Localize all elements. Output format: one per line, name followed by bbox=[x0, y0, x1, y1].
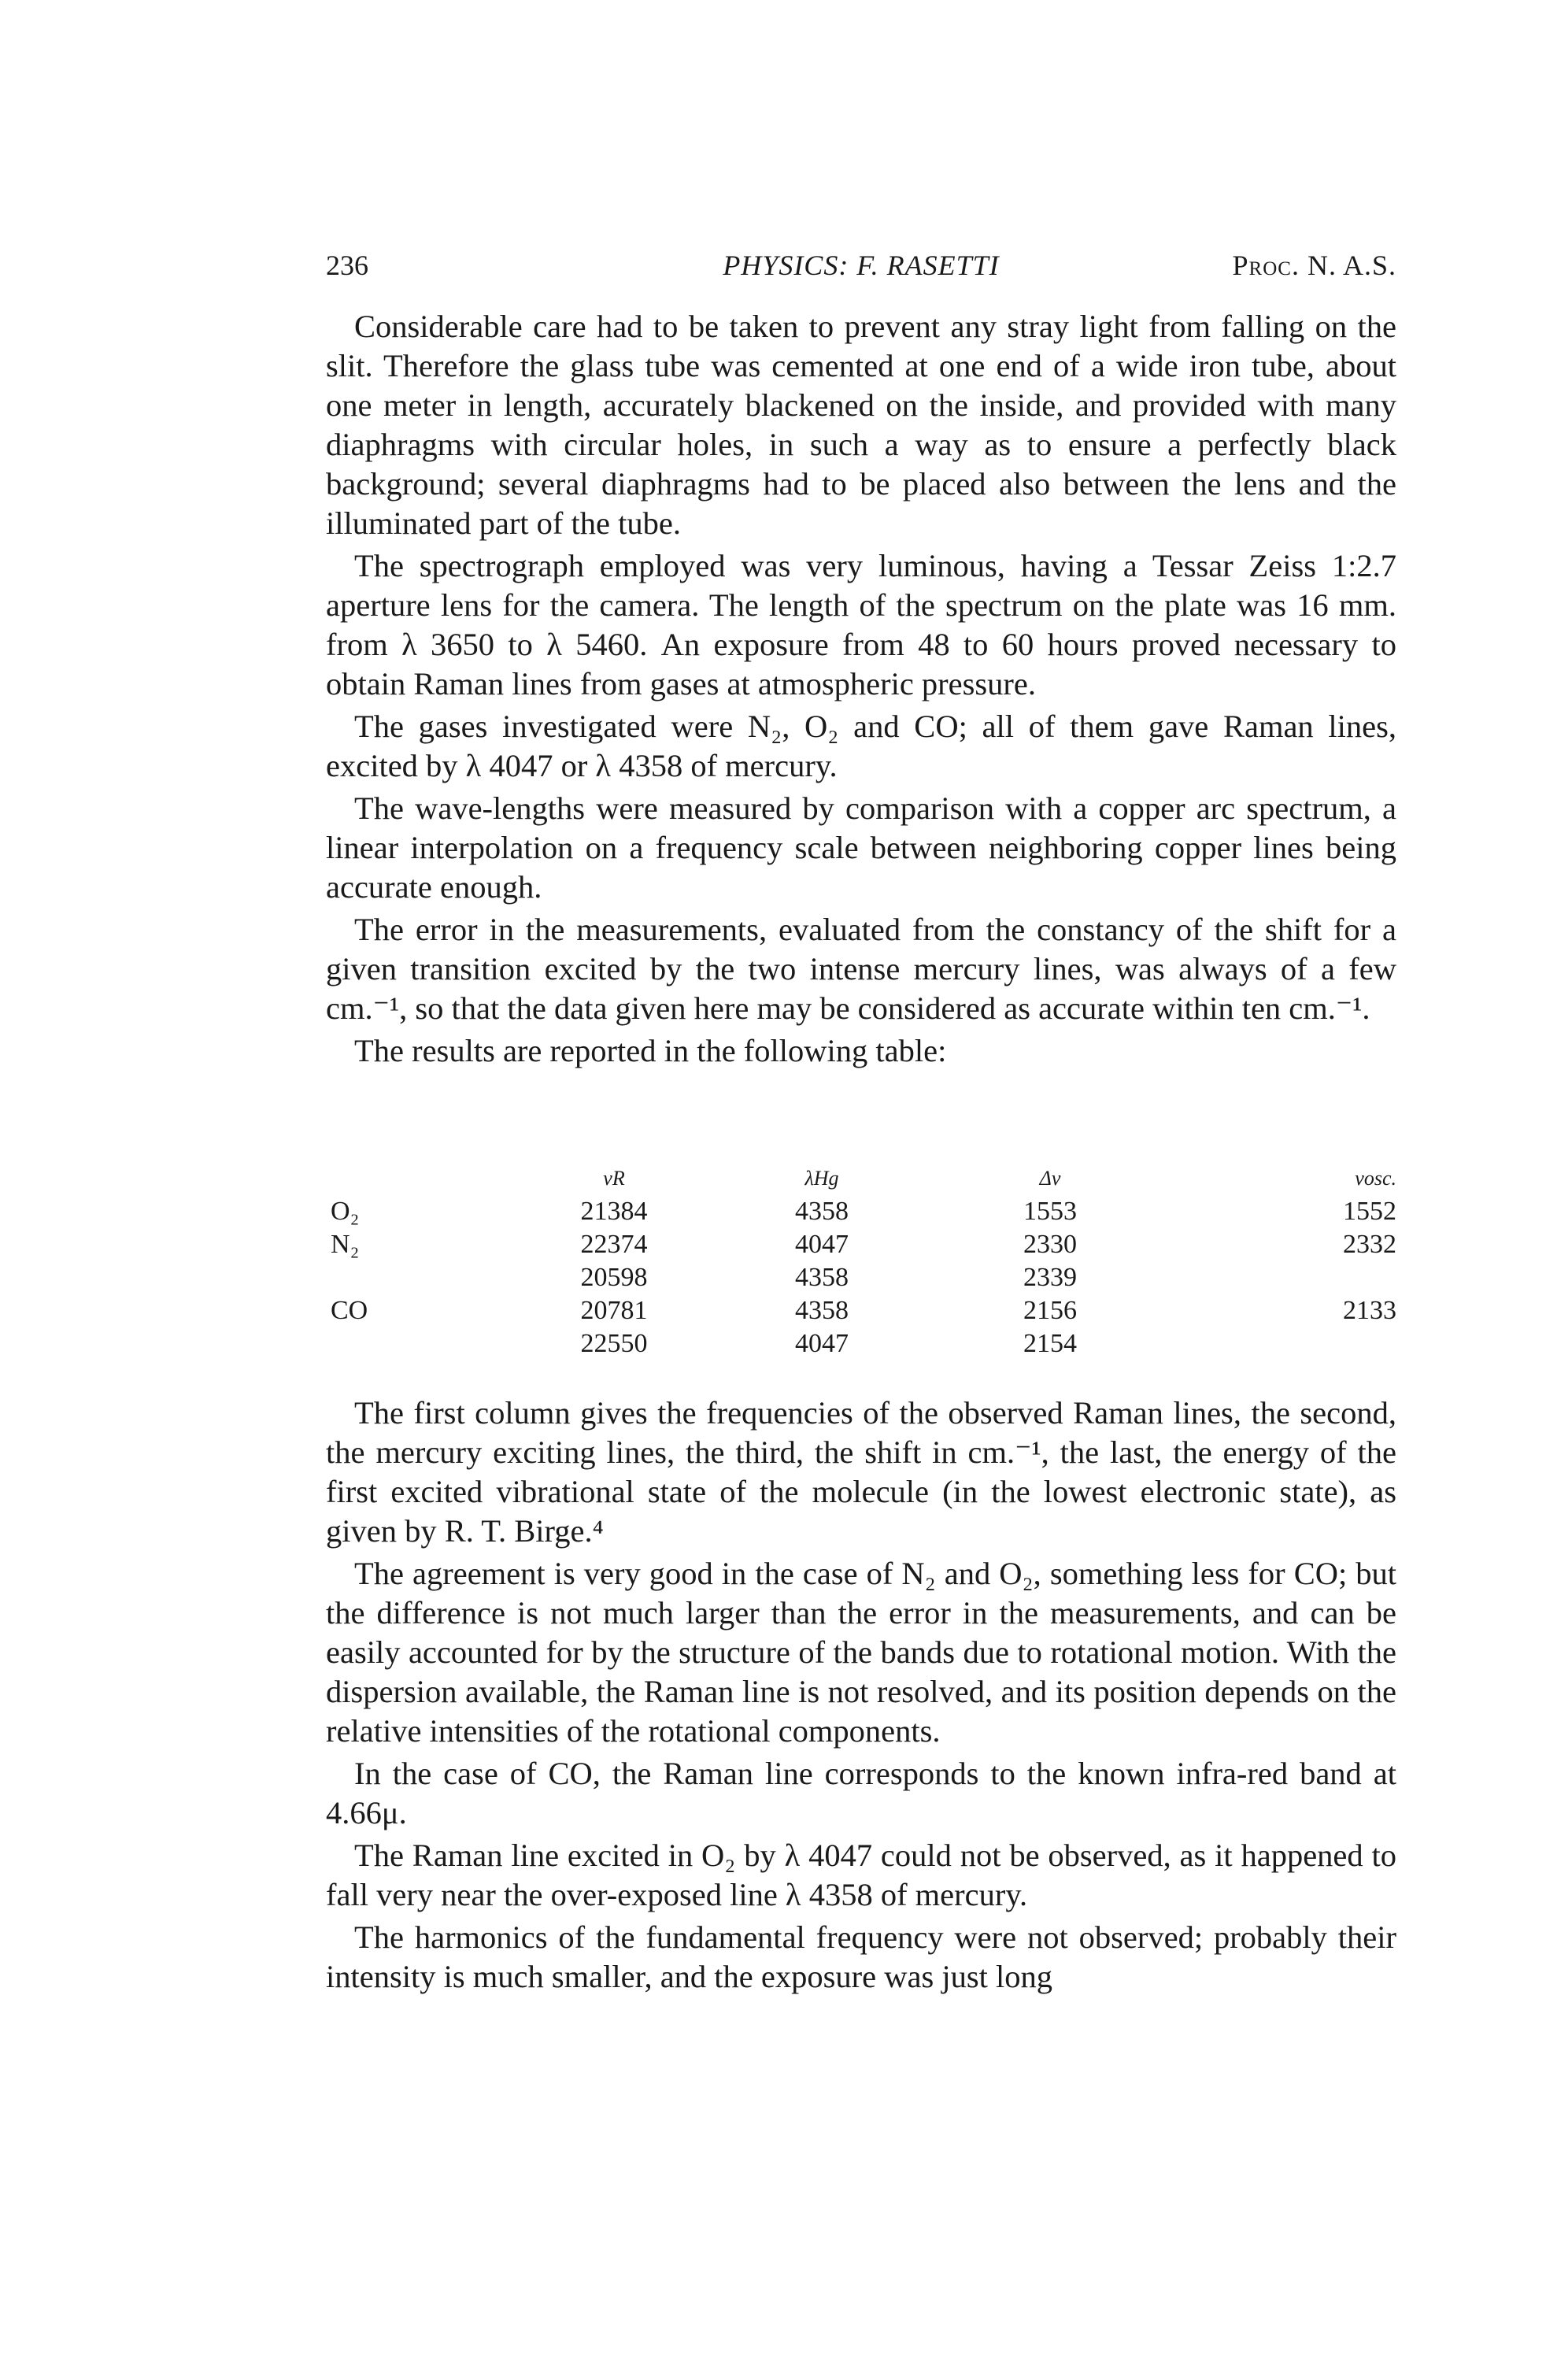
paragraph-column-description: The first column gives the frequencies of the observed Raman lines, the second, the mercury exciting lines, the third, the shift in cm.⁻¹, the last, the energy of the first excited vibrational state of the molecule (in the lowest electronic state), as given by R. T. Birge.⁴ bbox=[326, 1395, 1396, 1549]
table-header-nu-r: νR bbox=[603, 1167, 625, 1190]
table-cell: 21384 bbox=[580, 1197, 648, 1226]
table-cell: 1553 bbox=[1023, 1197, 1077, 1226]
paragraph-o2-not-observed: The Raman line excited in O₂ by λ 4047 could not be observed, as it happened to fall very near the over-exposed line λ 4358 of mercury. bbox=[326, 1838, 1396, 1912]
body-text-after-table bbox=[326, 1394, 1396, 2000]
table-cell: 22550 bbox=[580, 1329, 648, 1358]
table-cell: 2156 bbox=[1023, 1296, 1077, 1325]
table-cell: 2330 bbox=[1023, 1230, 1077, 1259]
table-cell: 4358 bbox=[795, 1263, 849, 1292]
table-cell: 4047 bbox=[795, 1329, 849, 1358]
table-cell: 2154 bbox=[1023, 1329, 1077, 1358]
running-title: PHYSICS: F. RASETTI bbox=[723, 250, 1000, 281]
paragraph-spectrograph: The spectrograph employed was very luminous, having a Tessar Zeiss 1:2.7 aperture lens for the camera. The length of the spectrum on the plate was 16 mm. from λ 3650 to λ 5460. An exposure from 48 to 60 hours proved necessary to obtain Raman lines from gases at atmospheric pressure. bbox=[326, 548, 1396, 701]
paragraph-agreement: The agreement is very good in the case of N₂ and O₂, something less for CO; but the difference is not much larger than the error in the measurements, and can be easily accounted for by the structure of the bands due to rotational motion. With the dispersion available, the Raman line is not resolved, and its position depends on the relative intensities of the rotational components. bbox=[326, 1556, 1396, 1749]
running-head bbox=[326, 246, 1396, 285]
table-row-label: N₂ bbox=[331, 1230, 360, 1259]
table-cell: 4358 bbox=[795, 1296, 849, 1325]
table-cell: 4358 bbox=[795, 1197, 849, 1226]
journal-abbreviation: Proc. N. A.S. bbox=[1232, 250, 1396, 281]
paragraph-measurement-error: The error in the measurements, evaluated from the constancy of the shift for a given transition excited by the two intense mercury lines, was always of a few cm.⁻¹, so that the data given here may be considered as accurate within ten cm.⁻¹. bbox=[326, 912, 1396, 1026]
table-cell: 4047 bbox=[795, 1230, 849, 1259]
table-cell: 20598 bbox=[580, 1263, 648, 1292]
paragraph-stray-light: Considerable care had to be taken to prevent any stray light from falling on the slit. Therefore the glass tube was cemented at one end of a wide iron tube, about one meter in length, accurately blackened on the inside, and provided with many diaphragms with circular holes, in such a way as to ensure a perfectly black background; several diaphragms had to be placed also between the lens and the illuminated part of the tube. bbox=[326, 309, 1396, 541]
table-cell: 2332 bbox=[1343, 1230, 1396, 1259]
paragraph-gases-investigated: The gases investigated were N₂, O₂ and CO; all of them gave Raman lines, excited by λ 4047 or λ 4358 of mercury. bbox=[326, 709, 1396, 783]
table-cell: 1552 bbox=[1343, 1197, 1396, 1226]
table-row-label: CO bbox=[331, 1296, 368, 1325]
table-header-nu-osc: νosc. bbox=[1355, 1167, 1396, 1190]
table-cell: 20781 bbox=[580, 1296, 648, 1325]
page-number: 236 bbox=[326, 250, 368, 281]
paragraph-wave-lengths: The wave-lengths were measured by comparison with a copper arc spectrum, a linear interpolation on a frequency scale between neighboring copper lines being accurate enough. bbox=[326, 790, 1396, 905]
table-header-delta-nu: Δν bbox=[1039, 1167, 1061, 1190]
raman-results-table bbox=[326, 1161, 1396, 1366]
table-header-lambda-hg: λHg bbox=[804, 1167, 839, 1190]
table-row-label: O₂ bbox=[331, 1197, 360, 1226]
paragraph-co-infrared: In the case of CO, the Raman line corresponds to the known infra-red band at 4.66μ. bbox=[326, 1756, 1396, 1830]
paragraph-table-intro: The results are reported in the following table: bbox=[354, 1033, 947, 1068]
body-text-before-table bbox=[326, 307, 1396, 1074]
table-cell: 2339 bbox=[1023, 1263, 1077, 1292]
paragraph-harmonics: The harmonics of the fundamental frequency were not observed; probably their intensity is much smaller, and the exposure was just long bbox=[326, 1919, 1396, 1994]
table-cell: 2133 bbox=[1343, 1296, 1396, 1325]
table-cell: 22374 bbox=[580, 1230, 648, 1259]
